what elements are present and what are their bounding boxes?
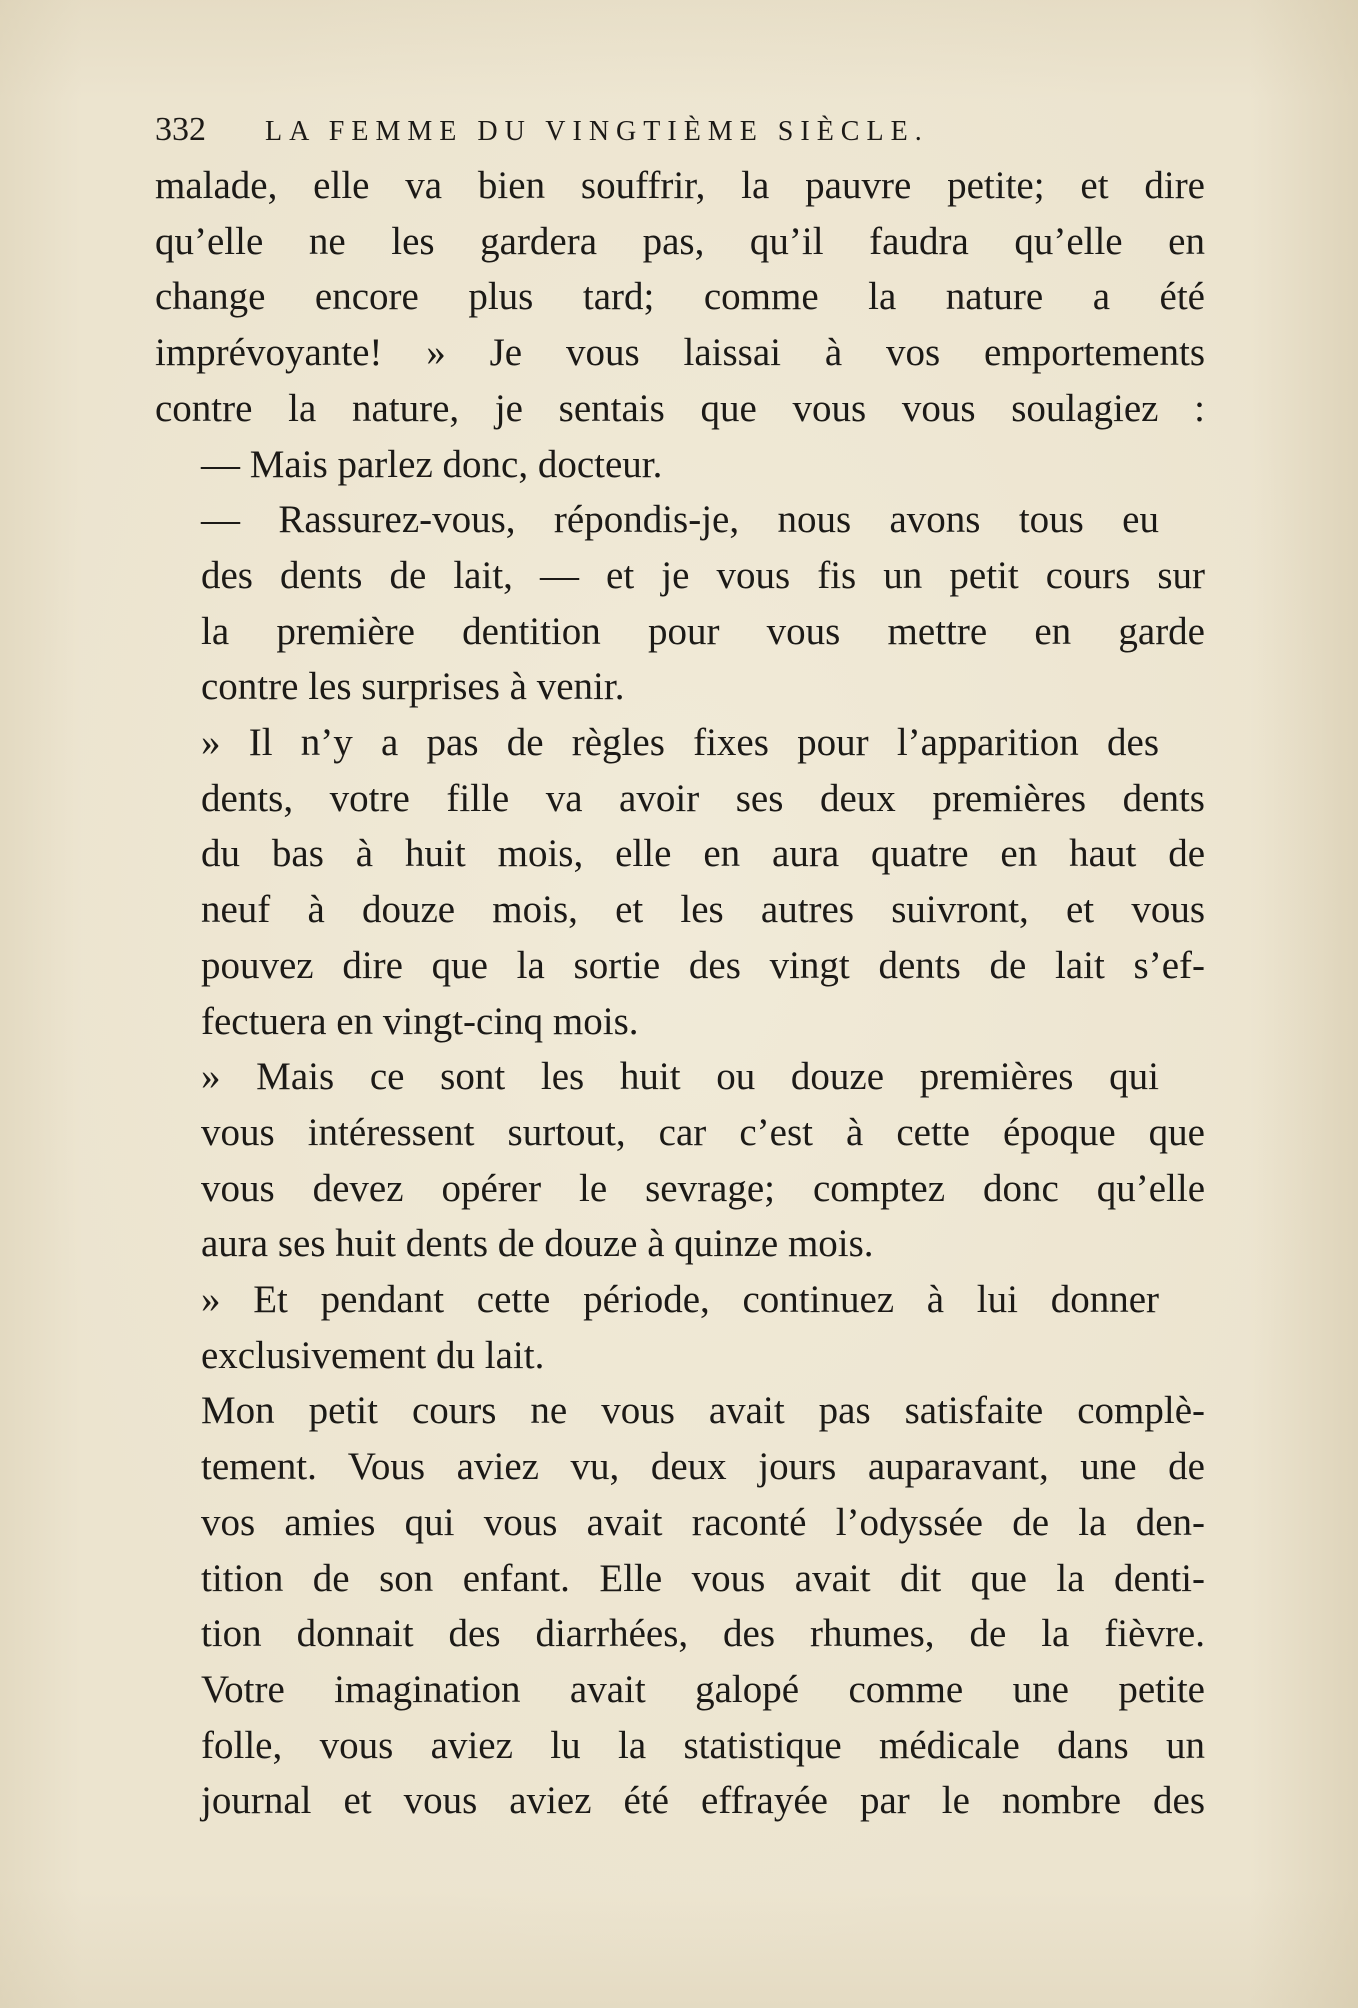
text-line: exclusivement du lait. — [201, 1333, 545, 1377]
page-number: 332 — [155, 111, 206, 148]
text-line: change encore plus tard; comme la nature a été — [155, 275, 1205, 319]
text-line: imprévoyante! » Je vous laissai à vos emportements — [155, 331, 1205, 375]
text-line: tition de son enfant. Elle vous avait dit que la denti- — [201, 1556, 1205, 1600]
text-line: vous intéressent surtout, car c’est à cette époque que — [201, 1110, 1205, 1154]
paragraph — [155, 158, 1205, 437]
text-line: vos amies qui vous avait raconté l’odyssée de la den- — [201, 1500, 1205, 1544]
paragraph — [155, 437, 1205, 493]
text-line: folle, vous aviez lu la statistique médicale dans un — [201, 1723, 1205, 1767]
paragraph — [155, 1272, 1205, 1383]
text-line: tement. Vous aviez vu, deux jours auparavant, une de — [201, 1445, 1205, 1489]
text-line: qu’elle ne les gardera pas, qu’il faudra qu’elle en — [155, 219, 1205, 263]
running-title: LA FEMME DU VINGTIÈME SIÈCLE. — [265, 116, 929, 147]
paragraph — [155, 1383, 1205, 1829]
paragraph — [155, 1049, 1205, 1272]
text-line: des dents de lait, — et je vous fis un petit cours sur — [201, 553, 1205, 597]
text-line: » Il n’y a pas de règles fixes pour l’apparition des — [201, 721, 1159, 765]
text-line: vous devez opérer le sevrage; comptez donc qu’elle — [201, 1166, 1205, 1210]
text-line: du bas à huit mois, elle en aura quatre en haut de — [201, 832, 1205, 876]
text-line: dents, votre fille va avoir ses deux premières dents — [201, 776, 1205, 820]
text-line: la première dentition pour vous mettre en garde — [201, 609, 1205, 653]
paragraph — [155, 715, 1205, 1049]
text-line: Mon petit cours ne vous avait pas satisfaite complè- — [201, 1389, 1205, 1433]
text-line: pouvez dire que la sortie des vingt dents de lait s’ef- — [201, 943, 1205, 987]
text-line: aura ses huit dents de douze à quinze mois. — [201, 1222, 874, 1266]
text-line: fectuera en vingt-cinq mois. — [201, 999, 639, 1043]
text-line: journal et vous aviez été effrayée par le nombre des — [201, 1779, 1205, 1823]
running-head — [155, 102, 1205, 158]
text-line: contre les surprises à venir. — [201, 665, 625, 709]
text-line: — Mais parlez donc, docteur. — [201, 442, 663, 486]
text-line: contre la nature, je sentais que vous vous soulagiez : — [155, 386, 1205, 430]
paragraph — [155, 492, 1205, 715]
text-line: malade, elle va bien souffrir, la pauvre petite; et dire — [155, 164, 1205, 207]
text-line: » Et pendant cette période, continuez à lui donner — [201, 1278, 1159, 1322]
text-line: tion donnait des diarrhées, des rhumes, de la fièvre. — [201, 1612, 1205, 1656]
text-line: » Mais ce sont les huit ou douze premières qui — [201, 1055, 1159, 1099]
text-block — [155, 102, 1205, 1829]
text-line: neuf à douze mois, et les autres suivront, et vous — [201, 888, 1205, 932]
text-line: — Rassurez-vous, répondis-je, nous avons tous eu — [201, 498, 1159, 542]
text-line: Votre imagination avait galopé comme une petite — [201, 1667, 1205, 1711]
